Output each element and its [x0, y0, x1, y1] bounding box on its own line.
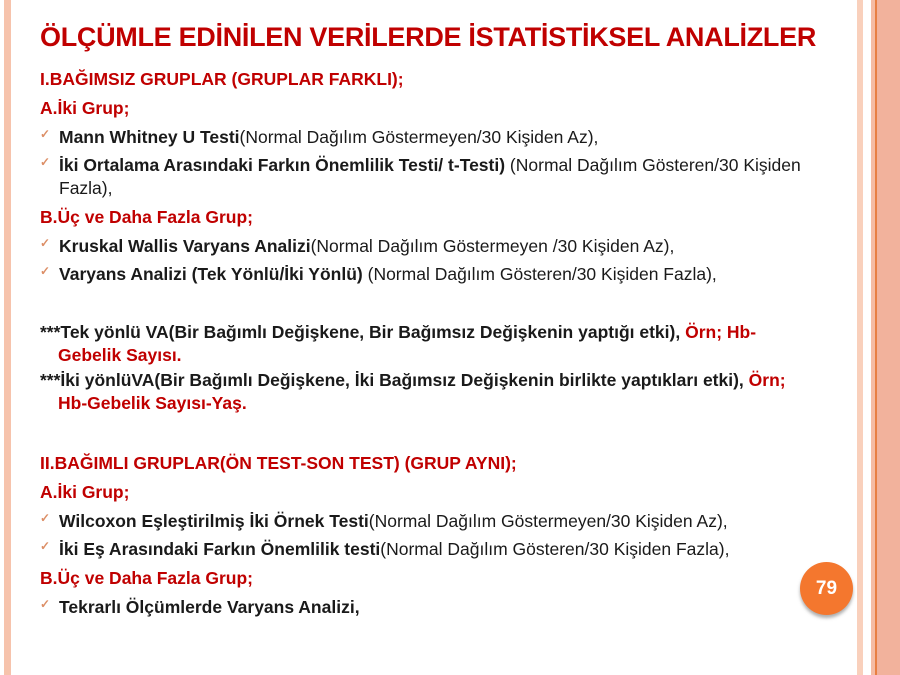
bullet-description: (Normal Dağılım Gösteren/30 Kişiden Fazla), [362, 264, 717, 284]
bullet-term: Varyans Analizi (Tek Yönlü/İki Yönlü) [59, 264, 363, 284]
check-icon: ✓ [40, 597, 51, 612]
bullet-description: (Normal Dağılım Göstermeyen/30 Kişiden Az), [239, 127, 599, 147]
right-edge-stripe-1 [857, 0, 863, 675]
section-heading: A.İki Grup; [40, 481, 130, 502]
left-edge-stripe [4, 0, 11, 675]
check-icon: ✓ [40, 154, 51, 169]
bullet-item [40, 596, 815, 619]
check-icon: ✓ [40, 510, 51, 525]
bullet-term: Mann Whitney U Testi [59, 127, 240, 147]
check-icon: ✓ [40, 236, 51, 251]
note-line [40, 369, 815, 415]
bullet-term: İki Eş Arasındaki Farkın Önemlilik testi [59, 538, 381, 559]
note-line [40, 321, 815, 367]
bullet-description: (Normal Dağılım Gösteren/30 Kişiden Fazla), [380, 538, 730, 559]
section-heading: B.Üç ve Daha Fazla Grup; [40, 207, 253, 228]
bullet-item [40, 126, 815, 149]
page-number-badge: 79 [800, 562, 853, 615]
slide-title: ÖLÇÜMLE EDİNİLEN VERİLERDE İSTATİSTİKSEL ANALİZLER [40, 22, 817, 52]
bullet-term: Wilcoxon Eşleştirilmiş İki Örnek Testi [59, 510, 369, 531]
check-icon: ✓ [40, 127, 51, 141]
section-heading: A.İki Grup; [40, 98, 130, 118]
bullet-description: (Normal Dağılım Göstermeyen/30 Kişiden Az), [368, 510, 728, 531]
note-example: Örn; Hb-Gebelik Sayısı. [58, 321, 757, 365]
slide-content [40, 22, 815, 624]
bullet-description: (Normal Dağılım Gösteren/30 Kişiden Fazla), [59, 154, 801, 198]
bullet-item [40, 263, 815, 286]
bullet-item [40, 154, 815, 200]
bullet-item [40, 538, 815, 561]
bullet-term: Tekrarlı Ölçümlerde Varyans Analizi, [59, 597, 360, 618]
note-text: ***Tek yönlü VA(Bir Bağımlı Değişkene, Bir Bağımsız Değişkenin yaptığı etki), [40, 321, 686, 342]
section-heading: B.Üç ve Daha Fazla Grup; [40, 568, 253, 589]
note-example: Örn; Hb-Gebelik Sayısı-Yaş. [58, 370, 786, 413]
check-icon: ✓ [40, 538, 51, 553]
bullet-item [40, 510, 815, 533]
slide-body [40, 69, 815, 619]
bullet-item [40, 235, 815, 258]
note-text: ***İki yönlüVA(Bir Bağımlı Değişkene, İki Bağımsız Değişkenin birlikte yaptıkları etki), [40, 370, 749, 391]
bullet-term: Kruskal Wallis Varyans Analizi [59, 236, 311, 257]
vertical-spacer [40, 418, 815, 445]
section-heading: II.BAĞIMLI GRUPLAR(ÖN TEST-SON TEST) (GRUP AYNI); [40, 452, 517, 473]
bullet-term: İki Ortalama Arasındaki Farkın Önemlilik Testi/ t-Testi) [59, 154, 506, 175]
right-edge-stripe-4 [877, 0, 900, 675]
section-heading: I.BAĞIMSIZ GRUPLAR (GRUPLAR FARKLI); [40, 69, 404, 89]
bullet-description: (Normal Dağılım Göstermeyen /30 Kişiden Az), [310, 236, 675, 257]
check-icon: ✓ [40, 264, 51, 278]
vertical-spacer [40, 291, 815, 318]
